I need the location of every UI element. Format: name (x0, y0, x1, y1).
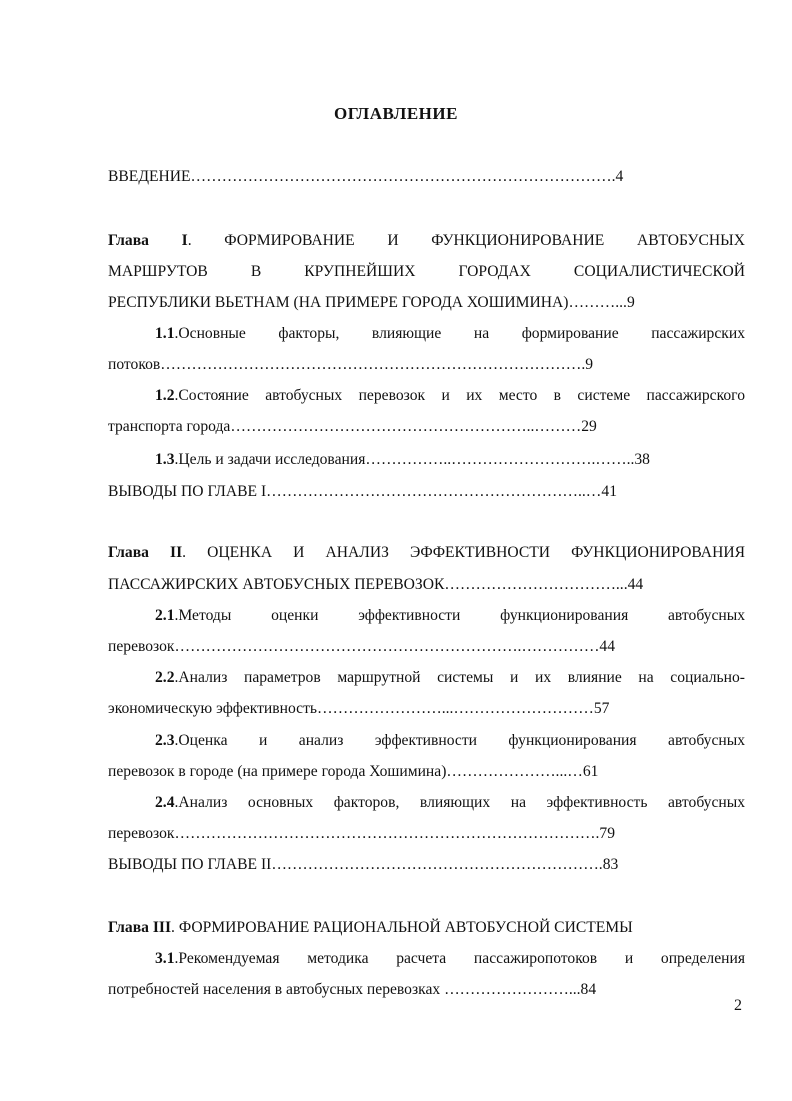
section-number: 2.1 (155, 607, 175, 624)
entry-page: 79 (599, 825, 616, 842)
toc-entry-introduction (108, 166, 623, 188)
chapter-2-conclusions: ВЫВОДЫ ПО ГЛАВЕ II……………………………………………………….83 (108, 856, 619, 873)
chapter-1-heading-line2: МАРШРУТОВ В КРУПНЕЙШИХ ГОРОДАХ СОЦИАЛИСТИЧЕСКОЙ (108, 263, 745, 280)
chapter-2-heading-line2: ПАССАЖИРСКИХ АВТОБУСНЫХ ПЕРЕВОЗОК……………………………...44 (108, 576, 644, 593)
entry-page: 9 (626, 294, 635, 311)
section-3-1-line2: потребностей населения в автобусных перевозках ……………………...84 (108, 981, 597, 998)
section-2-3-line2: перевозок в городе (на примере города Хошимина)…………………...…61 (108, 763, 599, 780)
page-number: 2 (734, 997, 742, 1014)
entry-page: 83 (602, 856, 619, 873)
entry-page: 29 (581, 418, 597, 435)
entry-label: ВВЕДЕНИЕ (108, 168, 191, 185)
entry-page: 44 (599, 638, 616, 655)
entry-page: 84 (580, 981, 597, 998)
section-number: 2.3 (155, 732, 175, 749)
entry-page: 4 (615, 168, 624, 185)
leader-dots: ………………………………………………………………………. (190, 168, 616, 185)
section-2-1-line1: 2.1.Методы оценки эффективности функционирования автобусных (155, 607, 745, 624)
chapter-1-prefix: Глава I (108, 232, 188, 249)
section-2-2-line2: экономическую эффективность……………………...………………………57 (108, 700, 610, 717)
section-2-4-line1: 2.4.Анализ основных факторов, влияющих на эффективность автобусных (155, 794, 745, 811)
section-number: 3.1 (155, 950, 175, 967)
section-1-1-line1: 1.1.Основные факторы, влияющие на формирование пассажирских (155, 325, 745, 342)
section-2-1-line2: перевозок………………………………………………………….……………44 (108, 638, 616, 655)
section-2-2-line1: 2.2.Анализ параметров маршрутной системы и их влияние на социально- (155, 669, 745, 686)
chapter-3-heading: Глава III. ФОРМИРОВАНИЕ РАЦИОНАЛЬНОЙ АВТОБУСНОЙ СИСТЕМЫ (108, 919, 633, 936)
section-2-3-line1: 2.3.Оценка и анализ эффективности функционирования автобусных (155, 732, 745, 749)
entry-page: 9 (585, 356, 594, 373)
section-1-1-line2: потоков……………………………………………………………………….9 (108, 356, 594, 373)
section-number: 2.2 (155, 669, 175, 686)
entry-page: 61 (582, 763, 599, 780)
section-1-2-line2: транспорта города…………………………………………………..………29 (108, 418, 597, 435)
entry-page: 38 (634, 451, 650, 468)
chapter-1-conclusions: ВЫВОДЫ ПО ГЛАВЕ I……………………………………………………..…41 (108, 483, 617, 500)
section-number: 1.3 (155, 451, 175, 468)
chapter-2-heading-line1: Глава II. ОЦЕНКА И АНАЛИЗ ЭФФЕКТИВНОСТИ ФУНКЦИОНИРОВАНИЯ (108, 544, 745, 561)
toc-title: ОГЛАВЛЕНИЕ (334, 104, 458, 123)
section-2-4-line2: перевозок……………………………………………………………………….79 (108, 825, 616, 842)
section-3-1-line1: 3.1.Рекомендуемая методика расчета пассажиропотоков и определения (155, 950, 745, 967)
chapter-3-prefix: Глава III (108, 919, 172, 936)
entry-page: 44 (627, 576, 644, 593)
chapter-1-heading-line3: РЕСПУБЛИКИ ВЬЕТНАМ (НА ПРИМЕРЕ ГОРОДА ХОШИМИНА)………...9 (108, 294, 635, 311)
section-1-2-line1: 1.2.Состояние автобусных перевозок и их место в системе пассажирского (155, 387, 745, 404)
section-number: 1.1 (155, 325, 175, 342)
entry-page: 57 (593, 700, 610, 717)
entry-page: 41 (601, 483, 617, 500)
section-number: 2.4 (155, 794, 175, 811)
section-number: 1.2 (155, 387, 175, 404)
chapter-1-heading-line1: Глава I. ФОРМИРОВАНИЕ И ФУНКЦИОНИРОВАНИЕ АВТОБУСНЫХ (108, 232, 745, 249)
chapter-2-prefix: Глава II (108, 544, 183, 561)
section-1-3: 1.3.Цель и задачи исследования……………..……………………….……..38 (155, 451, 650, 468)
